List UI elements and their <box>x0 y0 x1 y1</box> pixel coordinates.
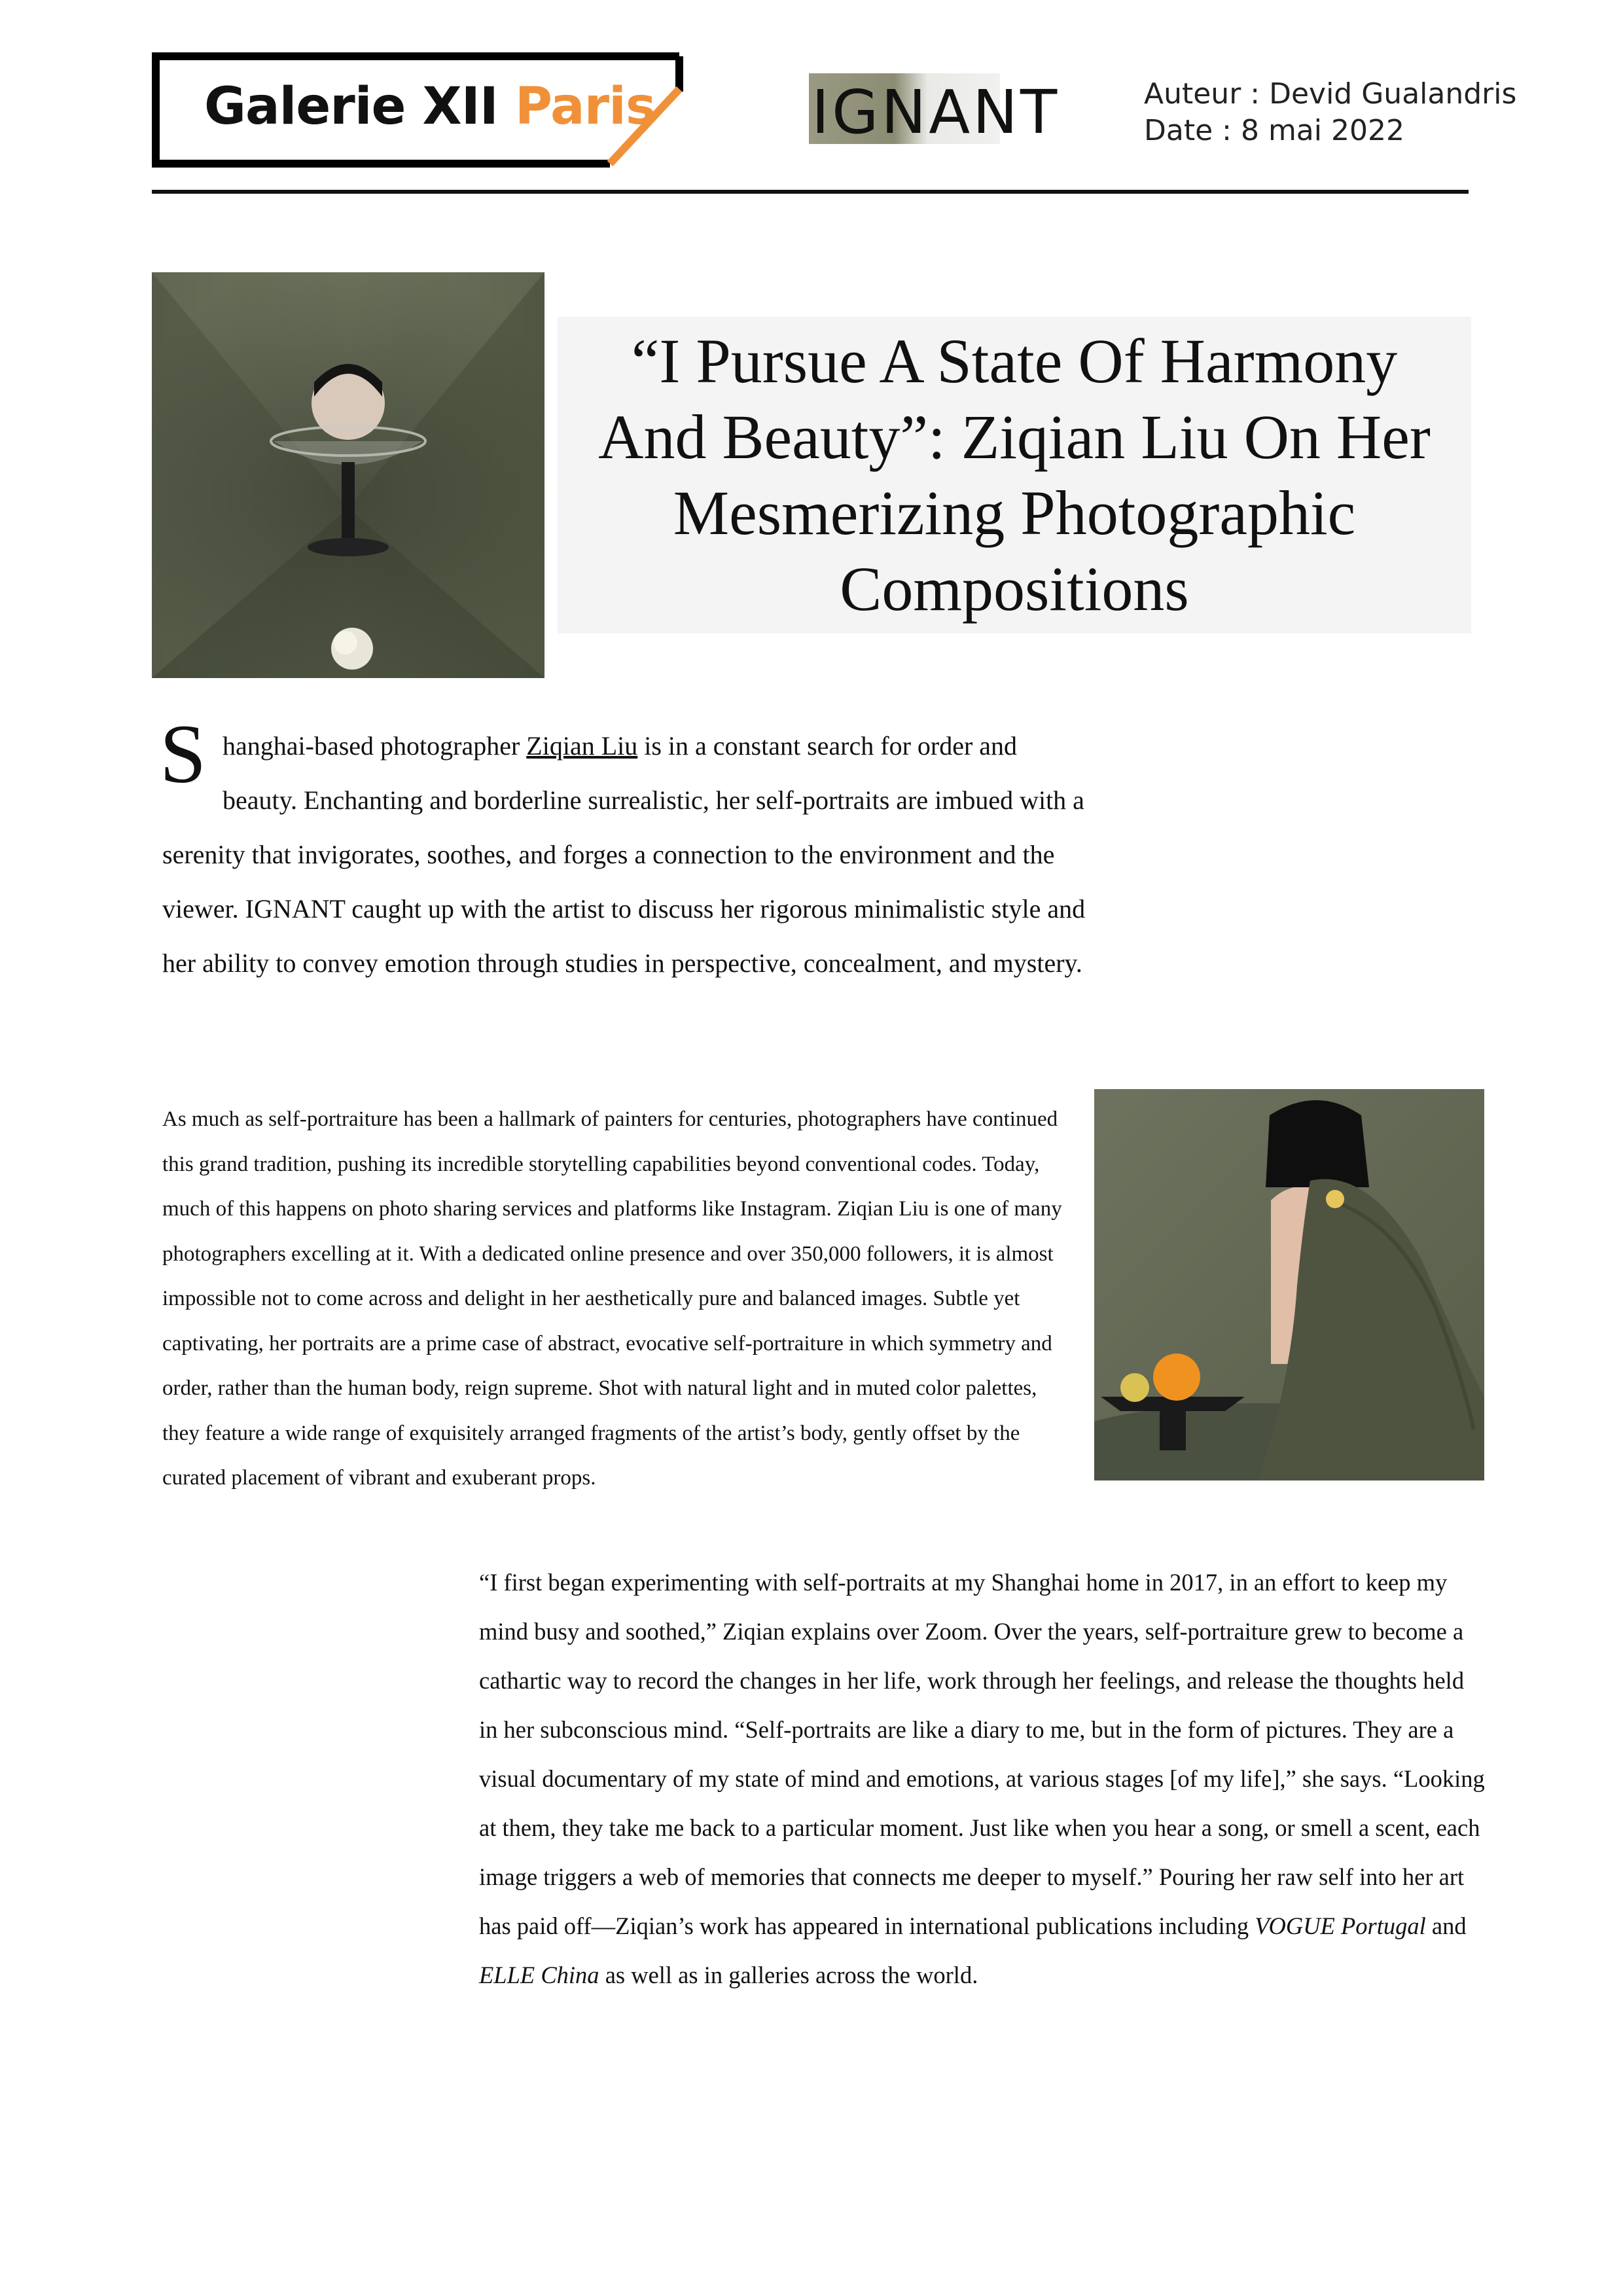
header-divider <box>152 190 1469 194</box>
artist-link[interactable]: Ziqian Liu <box>526 731 638 761</box>
intro-paragraph <box>162 719 1092 990</box>
publication-elle: ELLE China <box>479 1962 599 1988</box>
intro-text-start: hanghai-based photographer <box>223 731 527 761</box>
article-title: “I Pursue A State Of Harmony And Beauty”: Ziqian Liu On Her Mesmerizing Photographic Compositions <box>598 326 1431 624</box>
gallery-logo[interactable] <box>204 77 655 136</box>
drop-cap: S <box>160 708 207 800</box>
intro-text-end: is in a constant search for order and beauty. Enchanting and borderline surrealistic, her self-portraits are imbued with a serenity that invigorates, soothes, and forges a connection to the environment and the viewer. IGNANT caught up with the artist to discuss her rigorous minimalistic style and her ability to convey emotion through studies in perspective, concealment, and mystery. <box>162 731 1086 978</box>
title-panel <box>558 317 1471 634</box>
article-meta <box>1144 76 1516 149</box>
date-line: Date : 8 mai 2022 <box>1144 114 1404 147</box>
publication-logo[interactable]: IGNANT <box>812 77 1060 147</box>
hero-photo <box>152 272 544 678</box>
gallery-logo-main: Galerie XII <box>204 77 498 136</box>
body-paragraph-3 <box>479 1558 1487 2000</box>
gallery-logo-accent: Paris <box>514 77 656 136</box>
quote-connector: and <box>1425 1912 1467 1939</box>
quote-text-end: as well as in galleries across the world. <box>599 1962 978 1988</box>
publication-vogue: VOGUE Portugal <box>1255 1912 1426 1939</box>
quote-text: “I first began experimenting with self-portraits at my Shanghai home in 2017, in an effort to keep my mind busy and soothed,” Ziqian explains over Zoom. Over the years, self-portraiture grew to become a cathartic way to record the changes in her life, work through her feelings, and release the thoughts held in her subconscious mind. “Self-portraits are like a diary to me, but in the form of pictures. They are a visual documentary of my state of mind and emotions, at various stages [of my life],” she says. “Looking at them, they take me back to a particular moment. Just like when you hear a song, or smell a scent, each image triggers a web of memories that connects me deeper to myself.” Pouring her raw self into her art has paid off—Ziqian’s work has appeared in international publications including <box>479 1569 1485 1939</box>
body-paragraph-2: As much as self-portraiture has been a hallmark of painters for centuries, photographers have continued this grand tradition, pushing its incredible storytelling capabilities beyond conventional codes. Today, much of this happens on photo sharing services and platforms like Instagram. Ziqian Liu is one of many photographers excelling at it. With a dedicated online presence and over 350,000 followers, it is almost impossible not to come across and delight in her aesthetically pure and balanced images. Subtle yet captivating, her portraits are a prime case of abstract, evocative self-portraiture in which symmetry and order, rather than the human body, reign supreme. Shot with natural light and in muted color palettes, they feature a wide range of exquisitely arranged fragments of the artist’s body, gently offset by the curated placement of vibrant and exuberant props. <box>162 1107 1062 1490</box>
author-line: Auteur : Devid Gualandris <box>1144 77 1517 111</box>
portrait-photo <box>1094 1089 1484 1480</box>
